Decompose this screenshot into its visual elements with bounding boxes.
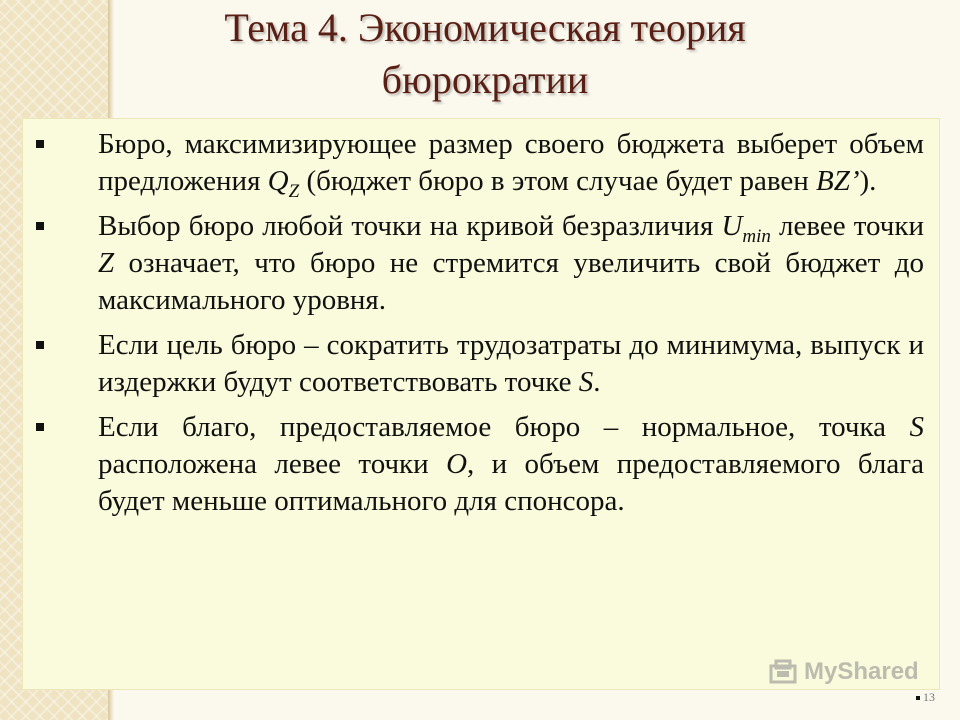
list-item xyxy=(22,409,938,520)
list-item xyxy=(22,208,938,319)
bullet-text: Если цель бюро – сократить трудозатраты до минимума, выпуск и издержки будут соответствовать точке xyxy=(98,329,924,398)
symbol-bz: BZ’ xyxy=(816,165,860,197)
page-marker-icon xyxy=(916,696,920,700)
symbol-q-subscript: Z xyxy=(288,180,300,202)
bullet-text: Если благо, предоставляемое бюро – нормальное, точка xyxy=(98,411,910,443)
bullet-text: расположена левее точки xyxy=(98,448,447,480)
watermark-text: MyShared xyxy=(804,658,919,685)
bullet-square-icon xyxy=(36,222,44,230)
bullet-text: означает, что бюро не стремится увеличить свой бюджет до максимального уровня. xyxy=(98,247,924,316)
symbol-s: S xyxy=(909,411,924,443)
bullet-text: (бюджет бюро в этом случае будет равен xyxy=(299,165,816,197)
symbol-u-subscript: min xyxy=(742,225,771,247)
list-item xyxy=(22,126,938,200)
symbol-s: S xyxy=(578,366,594,398)
bullet-square-icon xyxy=(36,341,44,349)
bullet-list xyxy=(22,126,938,528)
bullet-square-icon xyxy=(36,423,44,431)
bullet-text: . xyxy=(593,366,601,398)
symbol-q: Q xyxy=(267,165,289,197)
symbol-o: O xyxy=(446,448,468,480)
title-line-1: Тема 4. Экономическая теория xyxy=(224,5,746,50)
watermark xyxy=(768,658,919,686)
page-number xyxy=(916,690,935,705)
list-item xyxy=(22,327,938,401)
bullet-text: Бюро, максимизирующее размер своего бюджета выберет объем предложения xyxy=(98,128,924,197)
bullet-text: ). xyxy=(859,165,877,197)
page-number-text: 13 xyxy=(923,690,935,704)
symbol-z: Z xyxy=(98,247,115,279)
title-line-2: бюрократии xyxy=(381,57,589,102)
symbol-u: U xyxy=(721,210,743,242)
bullet-text: левее точки xyxy=(770,210,925,242)
slide-title xyxy=(120,2,850,106)
myshared-logo-icon xyxy=(768,658,798,686)
bullet-text: Выбор бюро любой точки на кривой безразличия xyxy=(98,210,722,242)
bullet-square-icon xyxy=(36,140,44,148)
bullet-text: , и объем предоставляемого блага будет меньше оптимального для спонсора. xyxy=(98,448,925,517)
